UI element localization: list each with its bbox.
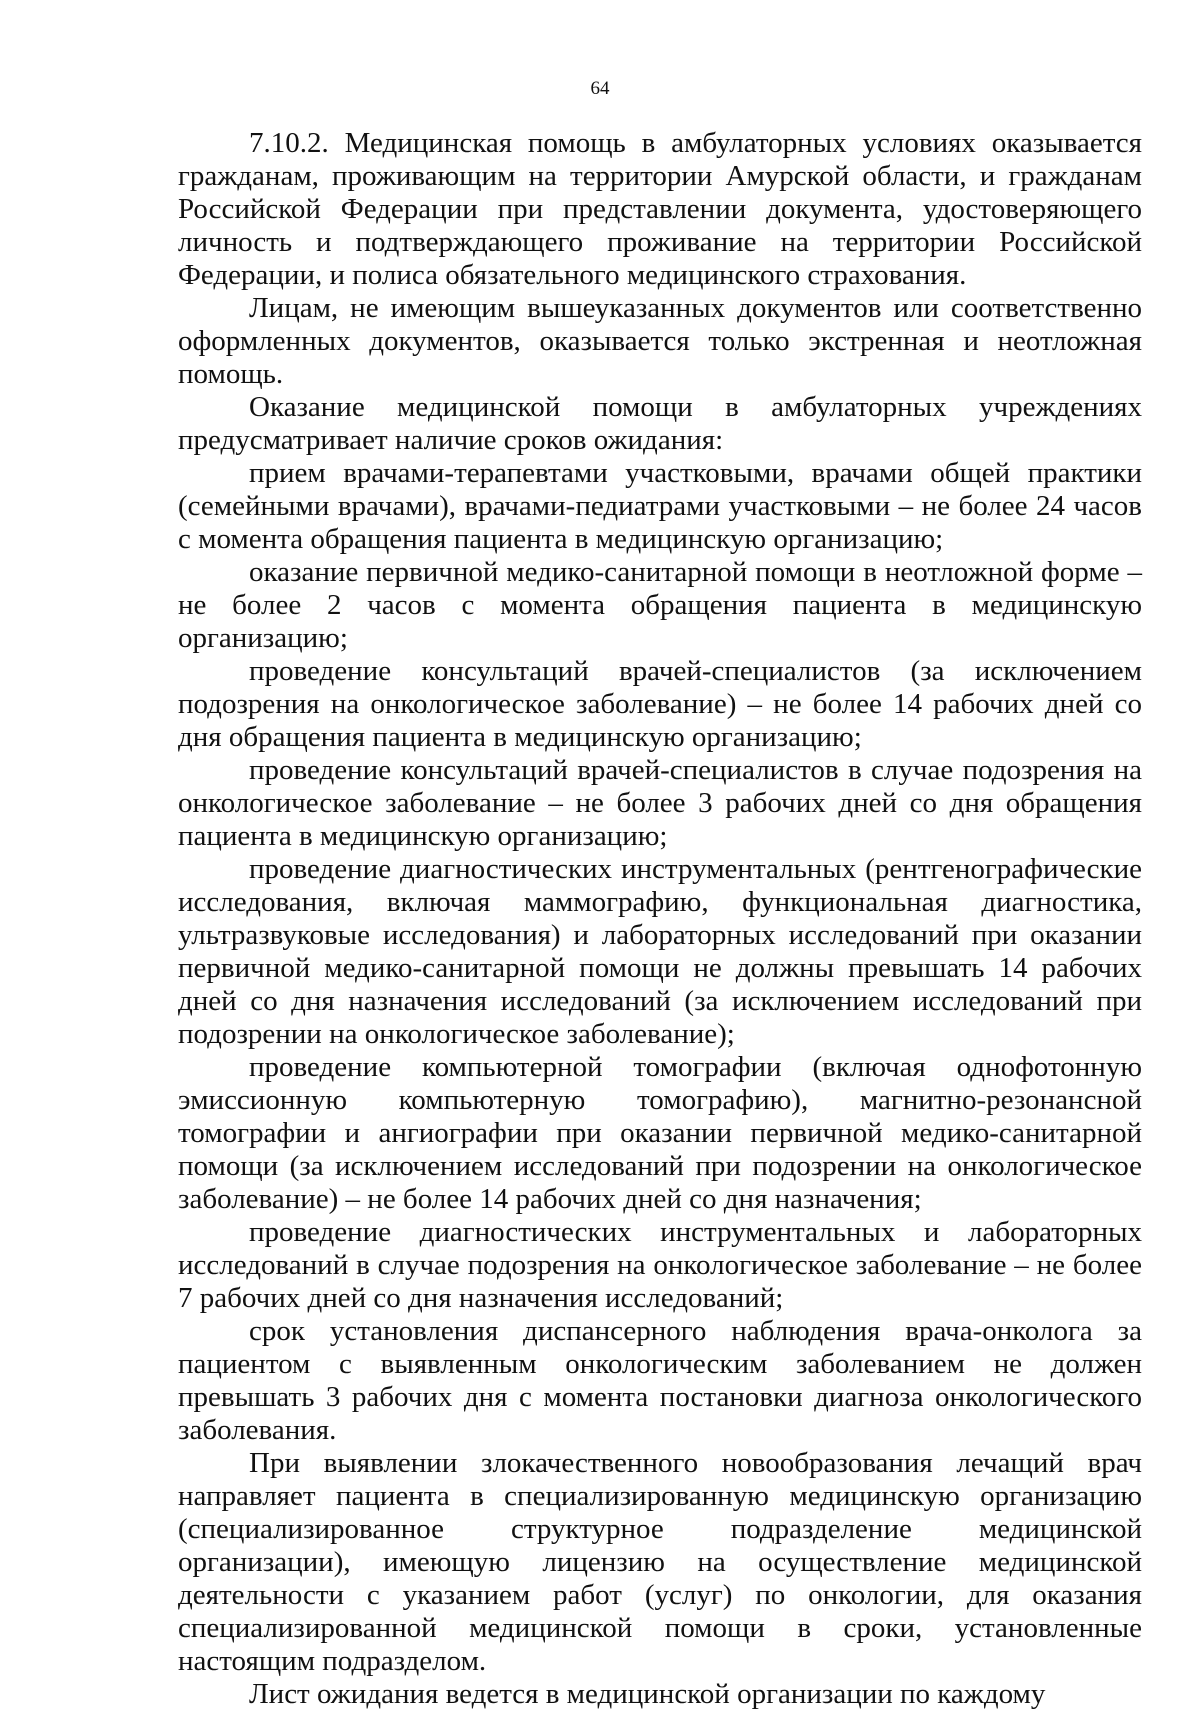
paragraph-tomography: проведение компьютерной томографии (включая однофотонную эмиссионную компьютерную томографию), магнитно-резонансной томографии и ангиографии при оказании первичной медико-санитарной помощи (за исключением исследований при подозрении на онкологическое заболевание) – не более 14 рабочих дней со дня назначения;: [178, 1051, 1142, 1215]
paragraph-urgent-care: оказание первичной медико-санитарной помощи в неотложной форме – не более 2 часов с момента обращения пациента в медицинскую организацию;: [178, 556, 1142, 654]
paragraph-diagnostic-studies: проведение диагностических инструментальных (рентгенографические исследования, включая маммографию, функциональная диагностика, ультразвуковые исследования) и лабораторных исследований при оказании первичной медико-санитарной помощи не должны превышать 14 рабочих дней со дня назначения исследований (за исключением исследований при подозрении на онкологическое заболевание);: [178, 853, 1142, 1050]
paragraph-specialist-consultations: проведение консультаций врачей-специалистов (за исключением подозрения на онкологическое заболевание) – не более 14 рабочих дней со дня обращения пациента в медицинскую организацию;: [178, 655, 1142, 753]
document-body: [178, 127, 1142, 1711]
paragraph-waiting-terms: Оказание медицинской помощи в амбулаторных учреждениях предусматривает наличие сроков ожидания:: [178, 391, 1142, 456]
paragraph-malignancy-referral: При выявлении злокачественного новообразования лечащий врач направляет пациента в специализированную медицинскую организацию (специализированное структурное подразделение медицинской организации), имеющую лицензию на осуществление медицинской деятельности с указанием работ (услуг) по онкологии, для оказания специализированной медицинской помощи в сроки, установленные настоящим подразделом.: [178, 1447, 1142, 1677]
paragraph-ambulatory-care: 7.10.2. Медицинская помощь в амбулаторных условиях оказывается гражданам, проживающим на территории Амурской области, и гражданам Российской Федерации при представлении документа, удостоверяющего личность и подтверждающего проживание на территории Российской Федерации, и полиса обязательного медицинского страхования.: [178, 127, 1142, 291]
paragraph-dispensary-observation: срок установления диспансерного наблюдения врача-онколога за пациентом с выявленным онкологическим заболеванием не должен превышать 3 рабочих дня с момента постановки диагноза онкологического заболевания.: [178, 1315, 1142, 1446]
paragraph-oncology-consultations: проведение консультаций врачей-специалистов в случае подозрения на онкологическое заболевание – не более 3 рабочих дней со дня обращения пациента в медицинскую организацию;: [178, 754, 1142, 852]
paragraph-emergency-only: Лицам, не имеющим вышеуказанных документов или соответственно оформленных документов, оказывается только экстренная и неотложная помощь.: [178, 292, 1142, 390]
paragraph-therapist-reception: прием врачами-терапевтами участковыми, врачами общей практики (семейными врачами), врачами-педиатрами участковыми – не более 24 часов с момента обращения пациента в медицинскую организацию;: [178, 457, 1142, 555]
paragraph-oncology-diagnostics: проведение диагностических инструментальных и лабораторных исследований в случае подозрения на онкологическое заболевание – не более 7 рабочих дней со дня назначения исследований;: [178, 1216, 1142, 1314]
page-number: 64: [590, 78, 610, 99]
paragraph-waiting-list: Лист ожидания ведется в медицинской организации по каждому: [249, 1678, 1046, 1710]
